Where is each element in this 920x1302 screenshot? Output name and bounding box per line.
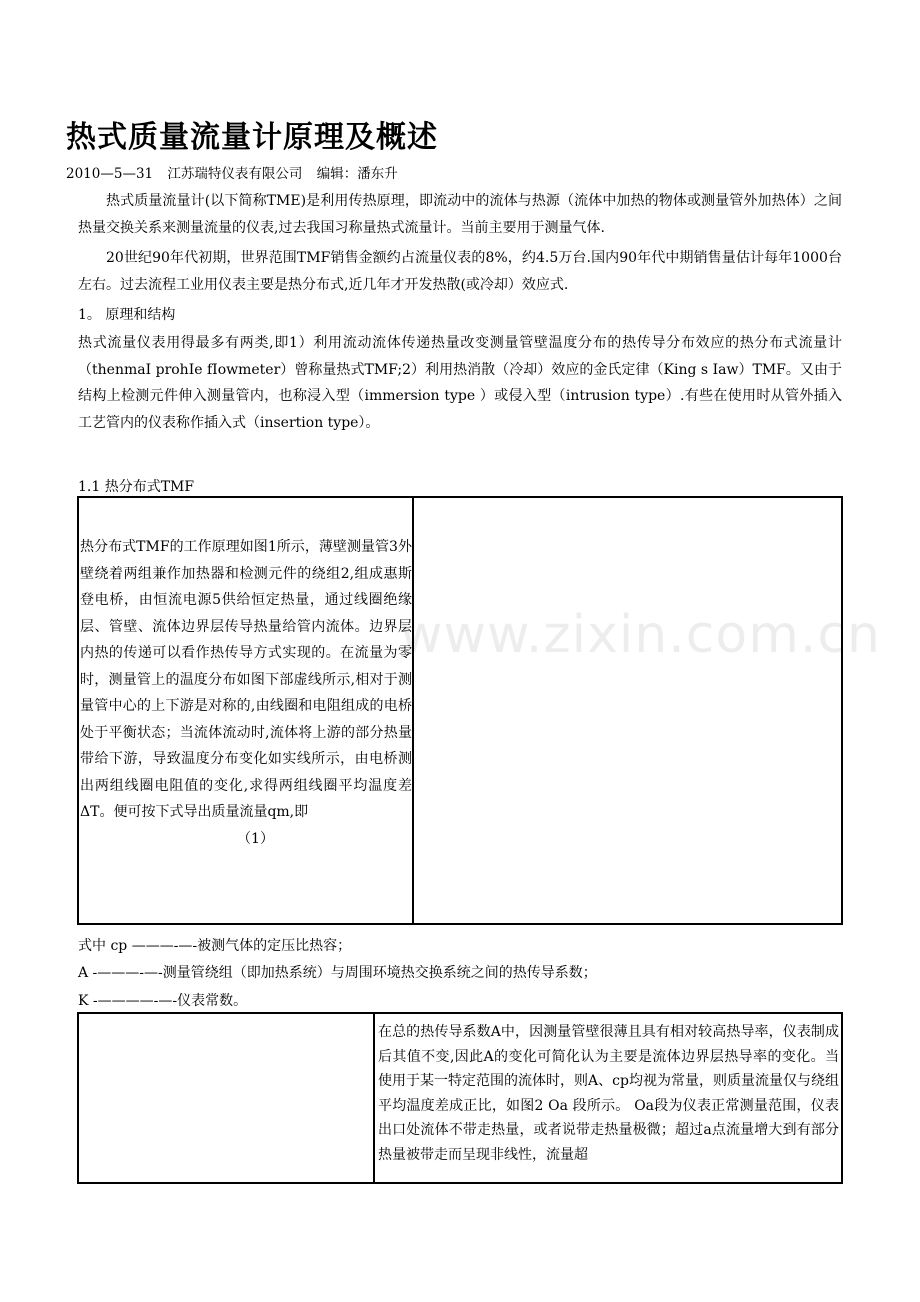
watermark: www.zixin.com.cn	[400, 605, 881, 665]
meta-date: 2010—5—31	[66, 166, 154, 182]
figure-2-cell	[78, 1013, 374, 1183]
meta-company: 江苏瑞特仪表有限公司	[167, 166, 303, 182]
conductivity-table	[77, 1012, 843, 1184]
market-paragraph: 20世纪90年代初期，世界范围TMF销售金额约占流量仪表的8%，约4.5万台.国内90年代中期销售量估计每年1000台左右。过去流程工业用仪表主要是热分布式,近几年才开发热散(或冷却）效应式.	[78, 250, 842, 293]
definition-a: A -———-—-测量管绕组（即加热系统）与周围环境热交换系统之间的热传导系数；	[78, 965, 597, 981]
meta-editor: 编辑：潘东升	[316, 166, 398, 182]
conductivity-text-cell	[374, 1013, 842, 1183]
document-meta	[66, 162, 408, 182]
formula-number: （1）	[237, 830, 274, 847]
principle-paragraph: 热式流量仪表用得最多有两类,即1）利用流动流体传递热量改变测量管壁温度分布的热传导分布效应的热分布式流量计（thenmaI prohIe fIowmeter）曾称量热式TMF;2）利用热消散（冷却）效应的金氏定律（King s Iaw）TMF。又由于结构上检测元件伸入测量管内，也称浸入型（immersion type ）或侵入型（intrusion type）.有些在使用时从管外插入工艺管内的仪表称作插入式（insertion type）。	[78, 335, 842, 431]
definition-k: K -————-—-仪表常数。	[78, 993, 248, 1009]
principle-text-cell	[78, 497, 413, 924]
definition-cp: 式中 cp ———-—-被测气体的定压比热容；	[78, 938, 352, 954]
principle-table	[77, 496, 843, 925]
section-heading: 1。 原理和结构	[78, 307, 176, 323]
subsection-heading: 1.1 热分布式TMF	[78, 479, 195, 495]
conductivity-description: 在总的热传导系数A中，因测量管壁很薄且具有相对较高热导率，仪表制成后其值不变,因此A的变化可简化认为主要是流体边界层热导率的变化。当使用于某一特定范围的流体时，则A、cp均视为常量，则质量流量仅与绕组平均温度差成正比，如图2 Oa 段所示。 Oa段为仪表正常测量范围，仪表出口处流体不带走热量，或者说带走热量极微；超过a点流量增大到有部分热量被带走而呈现非线性，流量超	[378, 1024, 839, 1163]
principle-description: 热分布式TMF的工作原理如图1所示，薄壁测量管3外壁绕着两组兼作加热器和检测元件的绕组2,组成惠斯登电桥，由恒流电源5供给恒定热量，通过线圈绝缘层、管壁、流体边界层传导热量给管内流体。边界层内热的传递可以看作热传导方式实现的。在流量为零时，测量管上的温度分布如图下部虚线所示,相对于测量管中心的上下游是对称的,由线圈和电阻组成的电桥处于平衡状态；当流体流动时,流体将上游的部分热量带给下游，导致温度分布变化如实线所示，由电桥测出两组线圈电阻值的变化,求得两组线圈平均温度差ΔT。便可按下式导出质量流量qm,即	[80, 539, 412, 820]
figure-1-cell	[413, 497, 842, 924]
document-title: 热式质量流量计原理及概述	[66, 120, 438, 155]
intro-paragraph: 热式质量流量计(以下简称TME)是利用传热原理，即流动中的流体与热源（流体中加热的物体或测量管外加热体）之间热量交换关系来测量流量的仪表,过去我国习称量热式流量计。当前主要用于测量气体.	[78, 193, 842, 236]
